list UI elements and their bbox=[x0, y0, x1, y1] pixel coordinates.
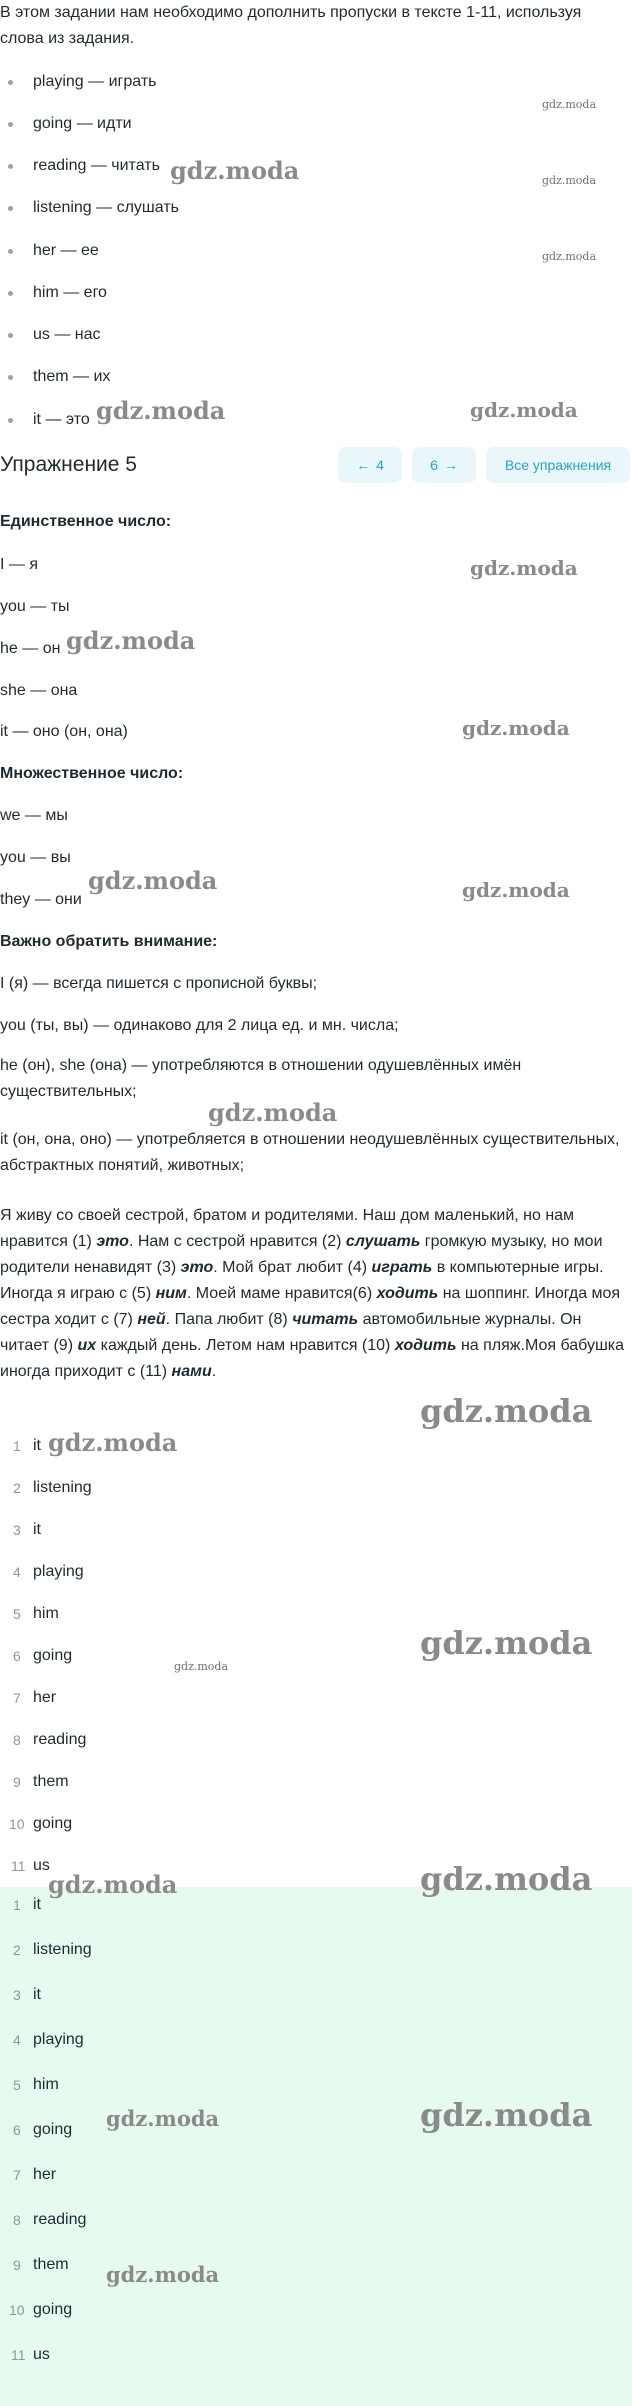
watermark: gdz.moda bbox=[470, 556, 578, 580]
story-answer: ним bbox=[155, 1285, 187, 1302]
vocab-item: reading — читать bbox=[33, 157, 160, 174]
vocab-item: them — их bbox=[33, 368, 111, 385]
singular-item: he — он bbox=[0, 640, 61, 657]
watermark: gdz.moda bbox=[106, 2262, 220, 2287]
story-answer: это bbox=[96, 1233, 129, 1250]
answer-item: going bbox=[33, 2121, 73, 2138]
plural-item: they — они bbox=[0, 891, 82, 908]
bullet bbox=[8, 80, 13, 85]
singular-item: you — ты bbox=[0, 598, 70, 615]
note-item: I (я) — всегда пишется с прописной буквы; bbox=[0, 975, 318, 992]
watermark: gdz.moda bbox=[420, 1392, 593, 1430]
bullet bbox=[8, 164, 13, 169]
plural-item: you — вы bbox=[0, 849, 71, 866]
vocab-item: listening — слушать bbox=[33, 199, 179, 216]
bullet bbox=[8, 333, 13, 338]
watermark: gdz.moda bbox=[170, 156, 300, 185]
watermark: gdz.moda bbox=[420, 1860, 593, 1898]
all-exercises-button[interactable] bbox=[486, 447, 630, 483]
arrow-left-icon: ← bbox=[356, 457, 371, 473]
vocab-item: it — это bbox=[33, 411, 90, 428]
bullet bbox=[8, 122, 13, 127]
note-item: it (он, она, оно) — употребляется в отношении неодушевлённых существительных, абстрактных понятий, животных; bbox=[0, 1131, 620, 1174]
answer-item: reading bbox=[33, 1731, 87, 1748]
arrow-right-icon: → bbox=[443, 457, 458, 473]
answer-item: listening bbox=[33, 1479, 92, 1496]
answer-item: going bbox=[33, 1815, 73, 1832]
story-answer: ней bbox=[137, 1311, 166, 1328]
vocab-item: playing — играть bbox=[33, 73, 157, 90]
note-item: you (ты, вы) — одинаково для 2 лица ед. и мн. числа; bbox=[0, 1017, 399, 1034]
watermark: gdz.moda bbox=[48, 1870, 178, 1899]
bullet bbox=[8, 206, 13, 211]
answer-item: us bbox=[33, 2346, 50, 2363]
answer-item: it bbox=[33, 1986, 41, 2003]
note-item: he (он), she (она) — употребляются в отношении одушевлённых имён существительных; bbox=[0, 1057, 522, 1100]
watermark: gdz.moda bbox=[462, 716, 570, 740]
singular-item: she — она bbox=[0, 682, 78, 699]
singular-heading: Единственное число: bbox=[0, 513, 172, 530]
watermark: gdz.moda bbox=[542, 250, 597, 263]
watermark: gdz.moda bbox=[174, 1660, 229, 1673]
prev-exercise-button[interactable] bbox=[338, 447, 402, 483]
story-answer: слушать bbox=[345, 1233, 421, 1250]
prev-exercise-label: 4 bbox=[376, 457, 384, 473]
story-answer: их bbox=[77, 1337, 97, 1354]
answer-item: reading bbox=[33, 2211, 87, 2228]
bullet bbox=[8, 249, 13, 254]
all-exercises-label: Все упражнения bbox=[504, 457, 612, 473]
bullet bbox=[8, 418, 13, 423]
singular-item: it — оно (он, она) bbox=[0, 723, 128, 740]
story-answer: читать bbox=[292, 1311, 359, 1328]
story-answer: ходить bbox=[376, 1285, 439, 1302]
answer-item: them bbox=[33, 2256, 69, 2273]
answer-item: her bbox=[33, 2166, 57, 2183]
answer-item: listening bbox=[33, 1941, 92, 1958]
watermark: gdz.moda bbox=[48, 1428, 178, 1457]
answer-item: going bbox=[33, 2301, 73, 2318]
watermark: gdz.moda bbox=[66, 626, 196, 655]
answer-item: it bbox=[33, 1437, 41, 1454]
answer-item: her bbox=[33, 1689, 57, 1706]
vocab-item: her — ее bbox=[33, 242, 99, 259]
watermark: gdz.moda bbox=[88, 866, 218, 895]
bullet bbox=[8, 291, 13, 296]
answer-item: him bbox=[33, 2076, 59, 2093]
story-answer: нами bbox=[171, 1363, 212, 1380]
story-text: Я живу со своей сестрой, братом и родителями. Наш дом маленький, но нам нравится (1) это. Нам с сестрой нравится (2) слушать громкую музыку, но мои родители ненавидят (3) это. Мой брат любит (4) играть в компьютерные игры. Иногда я играю с (5) ним. Моей маме нравится(6) ходить на шоппинг. Иногда моя сестра ходит с (7) ней. Папа любит (8) читать автомобильные журналы. Он читает (9) их каждый день. Летом нам нравится (10) ходить на пляж.Моя бабушка иногда приходит с (11) нами. bbox=[0, 1207, 625, 1380]
answer-item: us bbox=[33, 1857, 50, 1874]
answer-item: them bbox=[33, 1773, 69, 1790]
intro-text: В этом задании нам необходимо дополнить пропуски в тексте 1-11, используя слова из задания. bbox=[0, 4, 582, 47]
plural-item: we — мы bbox=[0, 807, 68, 824]
watermark: gdz.moda bbox=[106, 2106, 220, 2131]
watermark: gdz.moda bbox=[420, 2096, 593, 2134]
answer-item: it bbox=[33, 1896, 41, 1913]
watermark: gdz.moda bbox=[470, 398, 578, 422]
singular-item: I — я bbox=[0, 556, 38, 573]
answer-item: playing bbox=[33, 2031, 84, 2048]
story-answer: ходить bbox=[394, 1337, 457, 1354]
notes-heading: Важно обратить внимание: bbox=[0, 933, 218, 950]
exercise-title: Упражнение 5 bbox=[0, 453, 137, 476]
watermark: gdz.moda bbox=[542, 174, 597, 187]
vocab-item: us — нас bbox=[33, 326, 101, 343]
watermark: gdz.moda bbox=[420, 1624, 593, 1662]
next-exercise-button[interactable] bbox=[412, 447, 476, 483]
next-exercise-label: 6 bbox=[430, 457, 438, 473]
watermark: gdz.moda bbox=[96, 396, 226, 425]
answer-item: it bbox=[33, 1521, 41, 1538]
answer-item: playing bbox=[33, 1563, 84, 1580]
answer-item: him bbox=[33, 1605, 59, 1622]
watermark: gdz.moda bbox=[462, 878, 570, 902]
story-answer: это bbox=[180, 1259, 214, 1276]
vocab-item: going — идти bbox=[33, 115, 132, 132]
vocab-item: him — его bbox=[33, 284, 107, 301]
watermark: gdz.moda bbox=[208, 1098, 338, 1127]
story-answer: играть bbox=[371, 1259, 433, 1276]
watermark: gdz.moda bbox=[542, 98, 597, 111]
answer-item: going bbox=[33, 1647, 73, 1664]
bullet bbox=[8, 375, 13, 380]
plural-heading: Множественное число: bbox=[0, 765, 184, 782]
answer-highlight-block: 1 it 2 listening 3 it 4 playing 5 him 6 going 7 her 8 reading 9 them 10 going 11 us bbox=[0, 1887, 632, 2406]
